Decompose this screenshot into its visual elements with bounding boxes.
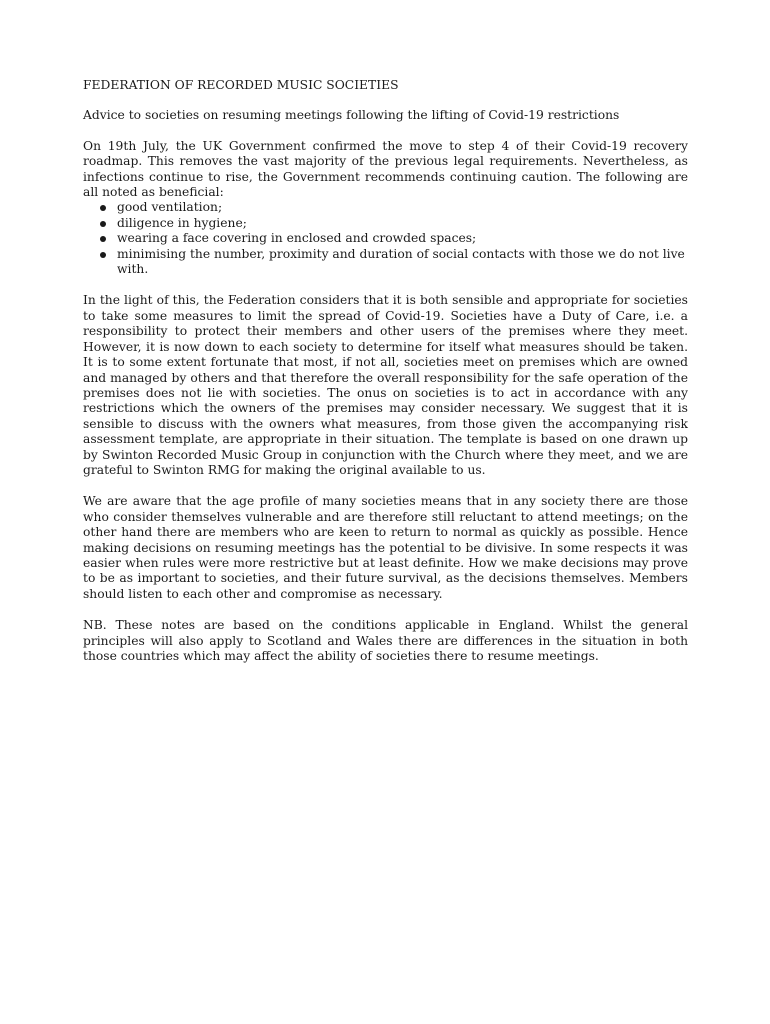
beneficial-measures-list <box>83 200 688 277</box>
duty-of-care-paragraph: In the light of this, the Federation considers that it is both sensible and appropriate for societies to take some measures to limit the spread of Covid-19. Societies have a Duty of Care, i.e. a responsibility to protect their members and other users of the premises where they meet. However, it is now down to each society to determine for itself what measures should be taken. It is to some extent fortunate that most, if not all, societies meet on premises which are owned and managed by others and that therefore the overall responsibility for the safe operation of the premises does not lie with societies. The onus on societies is to act in accordance with any restrictions which the owners of the premises may consider necessary. We suggest that it is sensible to discuss with the owners what measures, from those given the accompanying risk assessment template, are appropriate in their situation. The template is based on one drawn up by Swinton Recorded Music Group in conjunction with the Church where they meet, and we are grateful to Swinton RMG for making the original available to us. <box>83 293 688 477</box>
bullet-icon <box>100 252 106 258</box>
list-item-text: diligence in hygiene; <box>117 215 247 230</box>
nb-note-paragraph: NB. These notes are based on the conditions applicable in England. Whilst the general principles will also apply to Scotland and Wales there are differences in the situation in both those countries which may affect the ability of societies there to resume meetings. <box>83 618 688 663</box>
list-item <box>83 247 688 278</box>
bullet-icon <box>100 205 106 211</box>
list-item <box>83 200 688 215</box>
bullet-icon <box>100 221 106 227</box>
document-subtitle: Advice to societies on resuming meetings following the lifting of Covid-19 restrictions <box>83 108 620 123</box>
list-item-text: minimising the number, proximity and duration of social contacts with those we do not live with. <box>117 246 685 277</box>
document-page <box>83 78 688 680</box>
list-item-text: good ventilation; <box>117 200 223 215</box>
list-item <box>83 216 688 231</box>
list-item-text: wearing a face covering in enclosed and crowded spaces; <box>117 231 477 246</box>
document-title: FEDERATION OF RECORDED MUSIC SOCIETIES <box>83 78 399 92</box>
list-item <box>83 231 688 246</box>
intro-paragraph: On 19th July, the UK Government confirmed the move to step 4 of their Covid-19 recovery roadmap. This removes the vast majority of the previous legal requirements. Nevertheless, as infections continue to rise, the Government recommends continuing caution. The following are all noted as beneficial: <box>83 138 688 200</box>
age-profile-paragraph: We are aware that the age profile of many societies means that in any society there are those who consider themselves vulnerable and are therefore still reluctant to attend meetings; on the other hand there are members who are keen to return to normal as quickly as possible. Hence making decisions on resuming meetings has the potential to be divisive. In some respects it was easier when rules were more restrictive but at least definite. How we make decisions may prove to be as important to societies, and their future survival, as the decisions themselves. Members should listen to each other and compromise as necessary. <box>83 494 688 601</box>
bullet-icon <box>100 236 106 242</box>
